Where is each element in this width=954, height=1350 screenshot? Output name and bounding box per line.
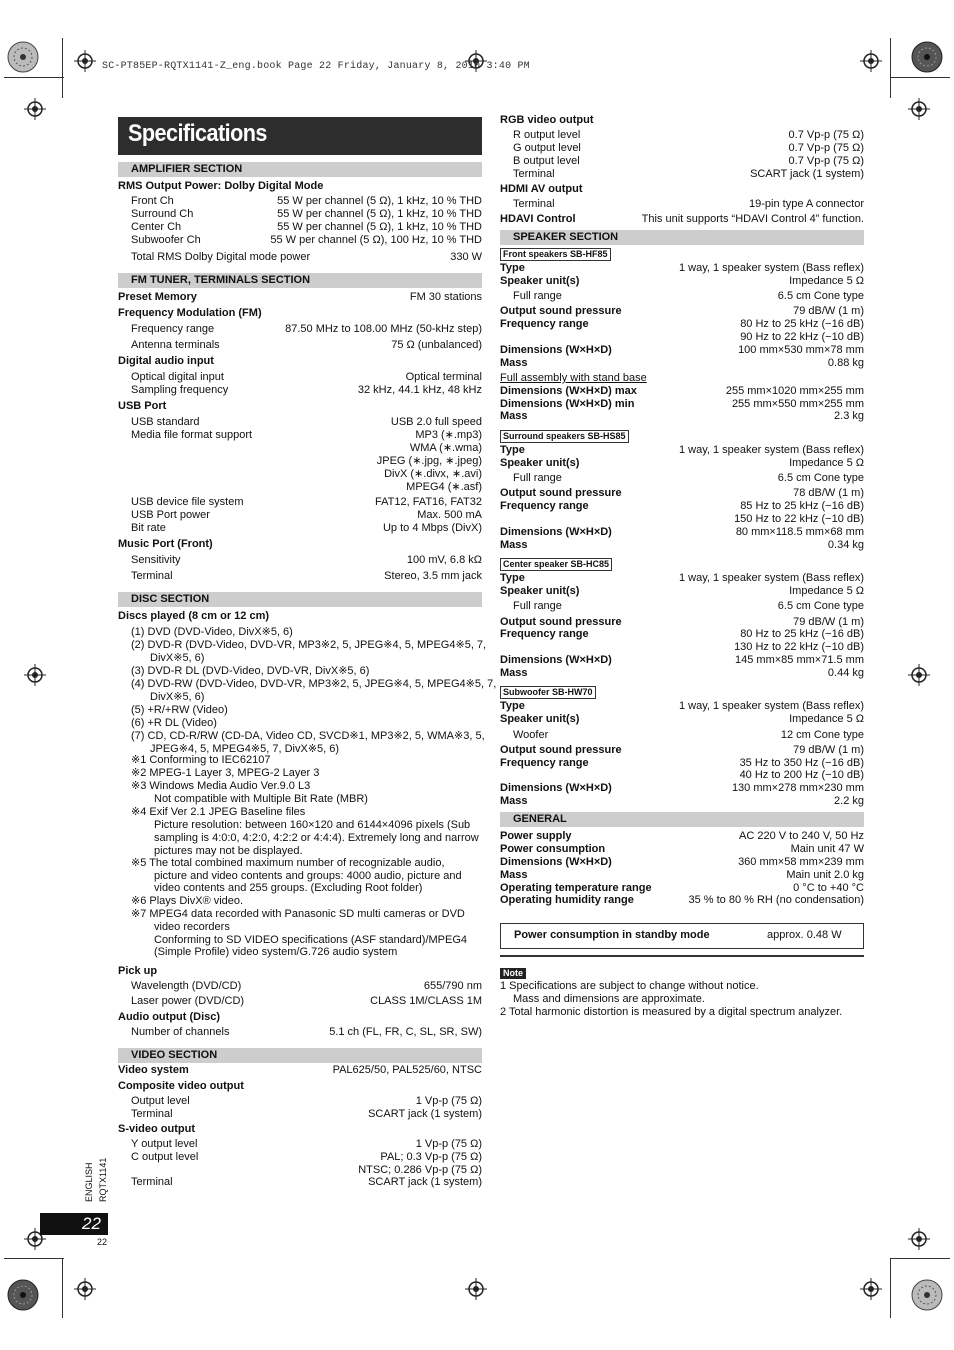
spec-value: Optical terminal <box>405 371 482 383</box>
spec-label: Sampling frequency <box>131 384 229 396</box>
spec-label: Antenna terminals <box>131 339 220 351</box>
footnote: ※5 The total combined maximum number of recognizable audio, <box>131 857 445 869</box>
section-heading: FM TUNER, TERMINALS SECTION <box>118 273 482 288</box>
spec-label: Media file format support <box>131 429 253 441</box>
registration-mark-icon <box>24 98 46 120</box>
spec-label: Operating temperature range <box>500 882 652 894</box>
spec-label: Dimensions (W×H×D) max <box>500 385 637 397</box>
spec-value: 1 way, 1 speaker system (Bass reflex) <box>678 444 864 456</box>
spec-label: Bit rate <box>131 522 166 534</box>
speaker-tag: Front speakers SB-HF85 <box>500 248 611 261</box>
footnote: Conforming to SD VIDEO specifications (ASF standard)/MPEG4 <box>154 934 468 946</box>
spec-value: Stereo, 3.5 mm jack <box>384 570 482 582</box>
registration-mark-icon <box>465 1278 487 1300</box>
spec-label: Dimensions (W×H×D) <box>500 856 612 868</box>
crop-mark <box>890 1258 950 1259</box>
spec-label: Full range <box>513 290 562 302</box>
spec-label: Full range <box>513 472 562 484</box>
spec-value: FAT12, FAT16, FAT32 <box>375 496 482 508</box>
standby-power-box <box>500 923 864 949</box>
spec-value: 35 Hz to 350 Hz (−16 dB) <box>739 757 864 769</box>
subheading: Digital audio input <box>118 355 214 367</box>
spec-value: 19-pin type A connector <box>749 198 864 210</box>
spec-label: Mass <box>500 357 528 369</box>
spec-value: 79 dB/W (1 m) <box>793 305 864 317</box>
spec-value: 130 Hz to 22 kHz (−10 dB) <box>734 641 864 653</box>
footnote: Not compatible with Multiple Bit Rate (MBR) <box>154 793 368 805</box>
spec-value: 130 mm×278 mm×230 mm <box>731 782 864 794</box>
spec-value: 100 mm×530 mm×78 mm <box>738 344 864 356</box>
spec-label: Terminal <box>513 198 555 210</box>
spec-label: Frequency range <box>500 318 589 330</box>
section-heading: GENERAL <box>500 812 864 827</box>
spec-value: 1 Vp-p (75 Ω) <box>415 1095 482 1107</box>
note-line: 1 Specifications are subject to change without notice. <box>500 980 759 992</box>
subheading: RGB video output <box>500 114 594 126</box>
footnote: ※1 Conforming to IEC62107 <box>131 754 271 766</box>
spec-label: Output sound pressure <box>500 305 622 317</box>
print-header: SC-PT85EP-RQTX1141-Z_eng.book Page 22 Friday, January 8, 2010 3:40 PM <box>102 61 530 72</box>
spec-value: Impedance 5 Ω <box>789 457 864 469</box>
spec-value: 55 W per channel (5 Ω), 1 kHz, 10 % THD <box>277 208 482 220</box>
spec-label: Power supply <box>500 830 572 842</box>
spec-value: 79 dB/W (1 m) <box>793 616 864 628</box>
spec-label: Speaker unit(s) <box>500 585 580 597</box>
subheading: Audio output (Disc) <box>118 1011 221 1023</box>
section-heading: SPEAKER SECTION <box>500 230 864 245</box>
subheading: S-video output <box>118 1123 195 1135</box>
spec-value: FM 30 stations <box>409 291 482 303</box>
spec-label: USB Port power <box>131 509 210 521</box>
disc-line: (2) DVD-R (DVD-Video, DVD-VR, MP3※2, 5, JPEG※4, 5, MPEG4※5, 7, <box>131 639 487 651</box>
spec-value: 35 % to 80 % RH (no condensation) <box>688 894 864 906</box>
registration-mark-icon <box>74 1278 96 1300</box>
spec-label: USB device file system <box>131 496 244 508</box>
spec-value: 655/790 nm <box>423 980 482 992</box>
crop-mark <box>890 38 891 98</box>
spec-label: Speaker unit(s) <box>500 275 580 287</box>
subheading: RMS Output Power: Dolby Digital Mode <box>118 180 324 192</box>
spec-value: PAL625/50, PAL525/60, NTSC <box>332 1064 482 1076</box>
disc-line: DivX※5, 6) <box>150 691 205 703</box>
spec-value: SCART jack (1 system) <box>368 1108 482 1120</box>
spec-label: Frequency range <box>500 757 589 769</box>
spec-value: USB 2.0 full speed <box>390 416 482 428</box>
spec-value: 80 Hz to 25 kHz (−16 dB) <box>740 318 864 330</box>
spec-value: WMA (∗.wma) <box>409 442 482 454</box>
footnote: ※2 MPEG-1 Layer 3, MPEG-2 Layer 3 <box>131 767 320 779</box>
subheading: Music Port (Front) <box>118 538 213 550</box>
spec-label: R output level <box>513 129 581 141</box>
divider <box>500 955 864 957</box>
speaker-tag: Center speaker SB-HC85 <box>500 558 612 571</box>
spec-value: Max. 500 mA <box>417 509 482 521</box>
spec-value: 75 Ω (unbalanced) <box>391 339 482 351</box>
spec-label: Terminal <box>131 1176 173 1188</box>
section-heading: DISC SECTION <box>118 592 482 607</box>
spec-label: Frequency range <box>500 628 589 640</box>
spec-label: Terminal <box>513 168 555 180</box>
disc-line: (5) +R/+RW (Video) <box>131 704 228 716</box>
spec-value: 0.7 Vp-p (75 Ω) <box>788 142 864 154</box>
spec-label: Subwoofer Ch <box>131 234 201 246</box>
spec-value: 85 Hz to 25 kHz (−16 dB) <box>740 500 864 512</box>
page-title-bar <box>118 117 482 155</box>
spec-value: 1 way, 1 speaker system (Bass reflex) <box>678 262 864 274</box>
speaker-tag: Surround speakers SB-HS85 <box>500 430 629 443</box>
spec-value: 0.88 kg <box>827 357 864 369</box>
spec-label: Video system <box>118 1064 189 1076</box>
spec-label: Dimensions (W×H×D) <box>500 654 612 666</box>
spec-value: MPEG4 (∗.asf) <box>406 481 482 493</box>
spec-value: 90 Hz to 22 kHz (−10 dB) <box>740 331 864 343</box>
spec-value: 6.5 cm Cone type <box>777 290 864 302</box>
disc-line: (4) DVD-RW (DVD-Video, DVD-VR, MP3※2, 5, JPEG※4, 5, MPEG4※5, 7, <box>131 678 497 690</box>
subheading: Frequency Modulation (FM) <box>118 307 262 319</box>
spec-label: Dimensions (W×H×D) <box>500 526 612 538</box>
disc-line: (3) DVD-R DL (DVD-Video, DVD-VR, DivX※5, 6) <box>131 665 370 677</box>
footnote: (Simple Profile) video system/G.726 audio system <box>154 946 398 958</box>
subheading: USB Port <box>118 400 167 412</box>
disc-line: JPEG※4, 5, MPEG4※5, 7, DivX※5, 6) <box>150 743 340 755</box>
spec-value: Impedance 5 Ω <box>789 585 864 597</box>
spec-label: Frequency range <box>131 323 215 335</box>
spec-value: NTSC; 0.286 Vp-p (75 Ω) <box>358 1164 482 1176</box>
spec-value: Main unit 2.0 kg <box>786 869 864 881</box>
subheading: Pick up <box>118 965 158 977</box>
spec-value: Impedance 5 Ω <box>789 275 864 287</box>
footnote: ※7 MPEG4 data recorded with Panasonic SD multi cameras or DVD <box>131 908 465 920</box>
color-wheel-icon <box>6 1278 40 1312</box>
spec-value: Up to 4 Mbps (DivX) <box>382 522 482 534</box>
spec-label: Wavelength (DVD/CD) <box>131 980 242 992</box>
color-wheel-icon <box>6 40 40 74</box>
spec-label: G output level <box>513 142 581 154</box>
color-wheel-icon <box>910 40 944 74</box>
note-line: 2 Total harmonic distortion is measured by a digital spectrum analyzer. <box>500 1006 843 1018</box>
spec-label: Surround Ch <box>131 208 194 220</box>
spec-label: Type <box>500 262 525 274</box>
spec-value: 150 Hz to 22 kHz (−10 dB) <box>734 513 864 525</box>
disc-line: DivX※5, 6) <box>150 652 205 664</box>
spec-label: Total RMS Dolby Digital mode power <box>131 251 311 263</box>
crop-mark <box>62 1258 63 1318</box>
crop-mark <box>4 1258 64 1259</box>
registration-mark-icon <box>908 98 930 120</box>
spec-label: Mass <box>500 869 528 881</box>
standby-value: approx. 0.48 W <box>767 929 842 941</box>
spec-value: 55 W per channel (5 Ω), 1 kHz, 10 % THD <box>277 195 482 207</box>
side-label-english: ENGLISH <box>84 1162 94 1202</box>
subheading: HDMI AV output <box>500 183 583 195</box>
footnote: ※4 Exif Ver 2.1 JPEG Baseline files <box>131 806 306 818</box>
spec-value: 0.7 Vp-p (75 Ω) <box>788 129 864 141</box>
spec-value: 145 mm×85 mm×71.5 mm <box>735 654 864 666</box>
registration-mark-icon <box>908 664 930 686</box>
spec-value: 1 Vp-p (75 Ω) <box>415 1138 482 1150</box>
note-line: Mass and dimensions are approximate. <box>513 993 705 1005</box>
spec-value: 255 mm×1020 mm×255 mm <box>725 385 864 397</box>
registration-mark-icon <box>860 50 882 72</box>
spec-label: Preset Memory <box>118 291 197 303</box>
spec-label: Full range <box>513 600 562 612</box>
spec-label: Type <box>500 572 525 584</box>
spec-value: Impedance 5 Ω <box>789 713 864 725</box>
spec-value: SCART jack (1 system) <box>368 1176 482 1188</box>
footnote: video contents and 255 groups. (Excluding Root folder) <box>154 882 423 894</box>
spec-value: 87.50 MHz to 108.00 MHz (50-kHz step) <box>285 323 482 335</box>
footnote: picture and video contents and groups: 4000 audio, picture and <box>154 870 462 882</box>
spec-label: Mass <box>500 410 528 422</box>
spec-label: Type <box>500 700 525 712</box>
spec-label: Output level <box>131 1095 190 1107</box>
spec-label: Speaker unit(s) <box>500 713 580 725</box>
footnote: sampling is 4:0:0, 4:2:0, 4:2:2 or 4:4:4). Extremely long and narrow <box>154 832 479 844</box>
page-number-small: 22 <box>97 1237 108 1247</box>
standby-label: Power consumption in standby mode <box>514 929 710 941</box>
spec-value: 55 W per channel (5 Ω), 100 Hz, 10 % THD <box>270 234 482 246</box>
crop-mark <box>890 1258 891 1318</box>
registration-mark-icon <box>24 664 46 686</box>
spec-value: 0 °C to +40 °C <box>793 882 864 894</box>
side-label-code: RQTX1141 <box>98 1157 108 1202</box>
spec-value: 55 W per channel (5 Ω), 1 kHz, 10 % THD <box>277 221 482 233</box>
spec-value: 80 mm×118.5 mm×68 mm <box>735 526 864 538</box>
spec-value: 5.1 ch (FL, FR, C, SL, SR, SW) <box>329 1026 482 1038</box>
spec-label: Sensitivity <box>131 554 181 566</box>
disc-line: (6) +R DL (Video) <box>131 717 217 729</box>
spec-value: 32 kHz, 44.1 kHz, 48 kHz <box>357 384 482 396</box>
spec-value: 2.3 kg <box>834 410 864 422</box>
footnote: pictures may not be displayed. <box>154 845 303 857</box>
page-number: 22 <box>40 1213 108 1235</box>
spec-label: Type <box>500 444 525 456</box>
spec-value: 1 way, 1 speaker system (Bass reflex) <box>678 572 864 584</box>
spec-value: 100 mV, 6.8 kΩ <box>406 554 482 566</box>
spec-label: Mass <box>500 667 528 679</box>
spec-value: 360 mm×58 mm×239 mm <box>738 856 864 868</box>
subheading: Full assembly with stand base <box>500 372 647 384</box>
spec-value: CLASS 1M/CLASS 1M <box>370 995 482 1007</box>
spec-label: Dimensions (W×H×D) min <box>500 398 635 410</box>
spec-label: Output sound pressure <box>500 616 622 628</box>
spec-label: Terminal <box>131 1108 173 1120</box>
spec-value: This unit supports “HDAVI Control 4” function. <box>641 213 864 225</box>
spec-label: Y output level <box>131 1138 198 1150</box>
spec-value: JPEG (∗.jpg, ∗.jpeg) <box>376 455 482 467</box>
spec-value: 0.44 kg <box>827 667 864 679</box>
color-wheel-icon <box>910 1278 944 1312</box>
spec-value: Main unit 47 W <box>790 843 864 855</box>
spec-value: 79 dB/W (1 m) <box>793 744 864 756</box>
spec-label: B output level <box>513 155 580 167</box>
spec-value: MP3 (∗.mp3) <box>415 429 482 441</box>
spec-value: AC 220 V to 240 V, 50 Hz <box>739 830 864 842</box>
spec-value: 0.7 Vp-p (75 Ω) <box>788 155 864 167</box>
speaker-tag: Subwoofer SB-HW70 <box>500 686 596 699</box>
spec-label: Optical digital input <box>131 371 224 383</box>
crop-mark <box>4 77 64 78</box>
spec-label: Output sound pressure <box>500 487 622 499</box>
footnote: Picture resolution: between 160×120 and 6144×4096 pixels (Sub <box>154 819 471 831</box>
spec-value: DivX (∗.divx, ∗.avi) <box>384 468 482 480</box>
spec-label: Terminal <box>131 570 173 582</box>
disc-line: (7) CD, CD-R/RW (CD-DA, Video CD, SVCD※1, MP3※2, 5, WMA※3, 5, <box>131 730 485 742</box>
spec-label: Mass <box>500 539 528 551</box>
subheading: Composite video output <box>118 1080 244 1092</box>
spec-value: 40 Hz to 200 Hz (−10 dB) <box>739 769 864 781</box>
spec-label: C output level <box>131 1151 199 1163</box>
disc-line: (1) DVD (DVD-Video, DivX※5, 6) <box>131 626 293 638</box>
crop-mark <box>890 77 950 78</box>
footnote: ※3 Windows Media Audio Ver.9.0 L3 <box>131 780 311 792</box>
spec-value: 80 Hz to 25 kHz (−16 dB) <box>740 628 864 640</box>
registration-mark-icon <box>74 50 96 72</box>
spec-label: Dimensions (W×H×D) <box>500 344 612 356</box>
spec-label: Center Ch <box>131 221 182 233</box>
registration-mark-icon <box>908 1228 930 1250</box>
spec-value: 78 dB/W (1 m) <box>793 487 864 499</box>
spec-label: Speaker unit(s) <box>500 457 580 469</box>
spec-label: Woofer <box>513 729 549 741</box>
spec-value: 12 cm Cone type <box>780 729 864 741</box>
spec-value: 6.5 cm Cone type <box>777 472 864 484</box>
footnote: video recorders <box>154 921 230 933</box>
spec-label: Laser power (DVD/CD) <box>131 995 245 1007</box>
spec-label: HDAVI Control <box>500 213 576 225</box>
crop-mark <box>62 38 63 98</box>
spec-value: SCART jack (1 system) <box>750 168 864 180</box>
spec-value: 1 way, 1 speaker system (Bass reflex) <box>678 700 864 712</box>
spec-label: USB standard <box>131 416 200 428</box>
spec-value: 6.5 cm Cone type <box>777 600 864 612</box>
spec-label: Operating humidity range <box>500 894 634 906</box>
spec-label: Frequency range <box>500 500 589 512</box>
section-heading: VIDEO SECTION <box>118 1048 482 1063</box>
subheading: Discs played (8 cm or 12 cm) <box>118 610 270 622</box>
spec-label: Dimensions (W×H×D) <box>500 782 612 794</box>
spec-label: Power consumption <box>500 843 606 855</box>
spec-value: 0.34 kg <box>827 539 864 551</box>
spec-value: 330 W <box>450 251 482 263</box>
spec-label: Number of channels <box>131 1026 230 1038</box>
spec-label: Front Ch <box>131 195 174 207</box>
note-tag: Note <box>500 968 526 979</box>
spec-value: 255 mm×550 mm×255 mm <box>731 398 864 410</box>
footnote: ※6 Plays DivX® video. <box>131 895 244 907</box>
section-heading: AMPLIFIER SECTION <box>118 162 482 177</box>
spec-value: PAL; 0.3 Vp-p (75 Ω) <box>380 1151 482 1163</box>
spec-label: Mass <box>500 795 528 807</box>
registration-mark-icon <box>860 1278 882 1300</box>
page-title: Specifications <box>128 120 267 147</box>
spec-value: 2.2 kg <box>834 795 864 807</box>
spec-label: Output sound pressure <box>500 744 622 756</box>
